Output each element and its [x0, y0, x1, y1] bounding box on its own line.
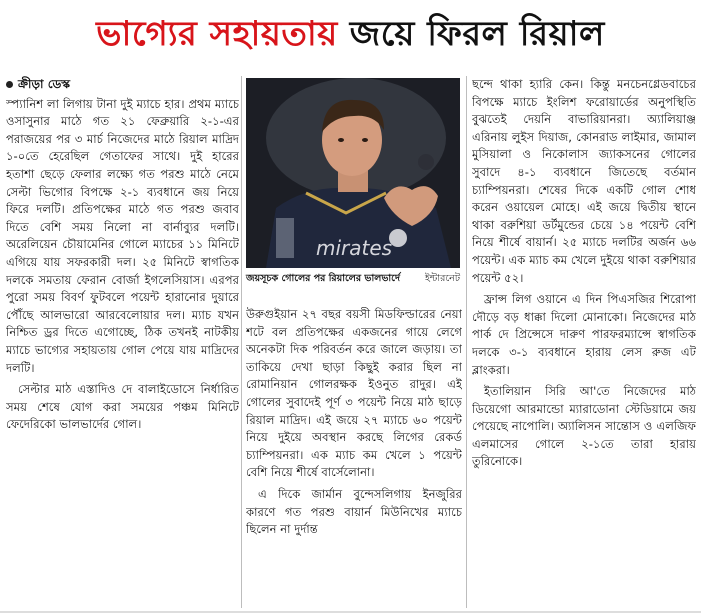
paragraph: ফ্রান্স লিগ ওয়ানে এ দিন পিএসজির শিরোপা দৌড়ে বড় ধাক্কা দিলো মোনাকো। নিজেদের মাঠ পার্ক দে প্রিন্সেসে দারুণ পারফরম্যান্সে স্বাগতিক দলকে ৩-১ ব্যবধানে হারায় লেস রুজ এট ব্লাংকরা। [472, 292, 696, 377]
paragraph: উরুগুইয়ান ২৭ বছর বয়সী মিডফিল্ডারের নেয়া শটে বল প্রতিপক্ষের একজনের গায়ে লেগে অনেকটা দিক পরিবর্তন করে জালে জড়ায়। তা তাকিয়ে দেখা ছাড়া কিছুই করার ছিল না রোমানিয়ান গোলরক্ষক ইওনুত রাদুর। এই গোলের সুবাদেই পূর্ণ ৩ পয়েন্ট নিয়ে মাঠ ছাড়ে রিয়াল মাদ্রিদ। এই জয়ে ২৭ ম্যাচে ৬০ পয়েন্ট নিয়ে দুইয়ে অবস্থান করছে লিগের রেকর্ড চ্যাম্পিয়নরা। এক ম্যাচ কম খেলে ১ পয়েন্ট বেশি নিয়ে শীর্ষে বার্সেলোনা। [246, 307, 462, 480]
paragraph: সেল্টার মাঠ এস্তাদিও দে বালাইডোসে নির্ধারিত সময় শেষে যোগ করা সময়ের পঞ্চম মিনিটে ফেদেরিকো ভালভার্দের গোল। [6, 382, 239, 432]
bullet-icon [6, 81, 13, 88]
article-column-2 [246, 306, 462, 608]
byline [6, 76, 239, 94]
paragraph: স্প্যানিশ লা লিগায় টানা দুই ম্যাচে হার। প্রথম ম্যাচে ওসাসুনার মাঠে গত ২১ ফেব্রুয়ারি ২-১-এর পরাজয়ের পর ৩ মার্চ নিজেদের মাঠে রিয়াল মাদ্রিদ ১-০তে হেরেছিল গেতাফের সাথে। দুই হারের হতাশা ছেড়ে ফেলার লক্ষ্যে গত পরশু মাঠে নেমে সেল্টা ভিগোর বিপক্ষে ২-১ ব্যবধানে জয় নিয়ে ফিরে দলটি। প্রতিপক্ষের মাঠে গত পরশু জবাব দিতে বেশি সময় নিলো না বার্নাব্যুর দলটি। অরেলিয়েন চৌয়ামেনির গোলে ম্যাচের ১১ মিনিটে এগিয়ে যায় সফরকারী দল। ২৫ মিনিটে স্বাগতিক দলকে সমতায় ফেরান বোর্জা ইগলেসিয়াস। এরপর পুরো সময় বিবর্ণ ফুটবলে পয়েন্ট হারানোর দুয়ারে পৌঁছে আলভারো আরবেলোয়ার দল। ম্যাচ যখন নিশ্চিত ড্রর দিতে এগোচ্ছে, ঠিক তখনই নাটকীয় ম্যাচে ভাগ্যের সহায়তায় গোল পেয়ে যায় মাদ্রিদের দলটি। [6, 96, 239, 375]
paragraph: ছন্দে থাকা হ্যারি কেন। কিন্তু মনচেনগ্লেডবাচের বিপক্ষে ম্যাচে ইংলিশ ফরোয়ার্ডের অনুপস্থিতি বুঝতেই দেয়নি বাভারিয়ানরা। অ্যালিয়াঞ্জ এরিনায় লুইস দিয়াজ, কোনরাড লাইমার, জামাল মুসিয়ালা ও নিকোলাস জ্যাকসনের গোলের সুবাদে ৪-১ ব্যবধানে জিতেছে বর্তমান চ্যাম্পিয়নরা। শেষের দিকে একটি গোল শোধ করেন ওয়ায়েল মোহে। এই জয়ে দ্বিতীয় স্থানে থাকা বরুশিয়া ডর্টমুন্ডের চেয়ে ১৪ পয়েন্ট বেশি নিয়ে শীর্ষে বায়ার্ন। ২৫ ম্যাচে দলটির অর্জন ৬৬ পয়েন্ট। এক ম্যাচ কম খেলে দুইয়ে থাকা বরুশিয়ার পয়েন্ট ৫২। [472, 77, 696, 285]
byline-text: ক্রীড়া ডেস্ক [18, 77, 71, 91]
column-divider [466, 76, 467, 608]
photo-credit: ইন্টারনেট [424, 273, 460, 284]
paragraph: এ দিকে জার্মান বুন্দেসলিগায় ইনজুরির কারণে গত পরশু বায়ার্ন মিউনিখের ম্যাচে ছিলেন না দুর্দান্ত [246, 486, 462, 537]
caption-text: জয়সূচক গোলের পর রিয়ালের ভালভার্দে [246, 273, 400, 284]
headline [0, 0, 701, 72]
player-photo [246, 78, 460, 268]
column-divider [241, 76, 242, 608]
article-column-3 [472, 76, 696, 608]
bottom-divider [0, 611, 701, 613]
photo-caption [246, 272, 460, 298]
paragraph: ইতালিয়ান সিরি আ'তে নিজেদের মাঠ ডিয়েগো আরমান্ডো ম্যারাডোনা স্টেডিয়ামে জয় পেয়েছে নাপোলি। অ্যালিসন সান্তোস ও এলজিফ এলমাসের গোলে ২-১তে তারা হারায় তুরিনোকে। [472, 384, 696, 469]
article-column-1 [6, 76, 239, 608]
headline-black-part: জয়ে ফিরল রিয়াল [349, 13, 605, 54]
jersey-sponsor-text: mirates [316, 236, 393, 260]
headline-red-part: ভাগ্যের সহায়তায় [96, 13, 338, 54]
